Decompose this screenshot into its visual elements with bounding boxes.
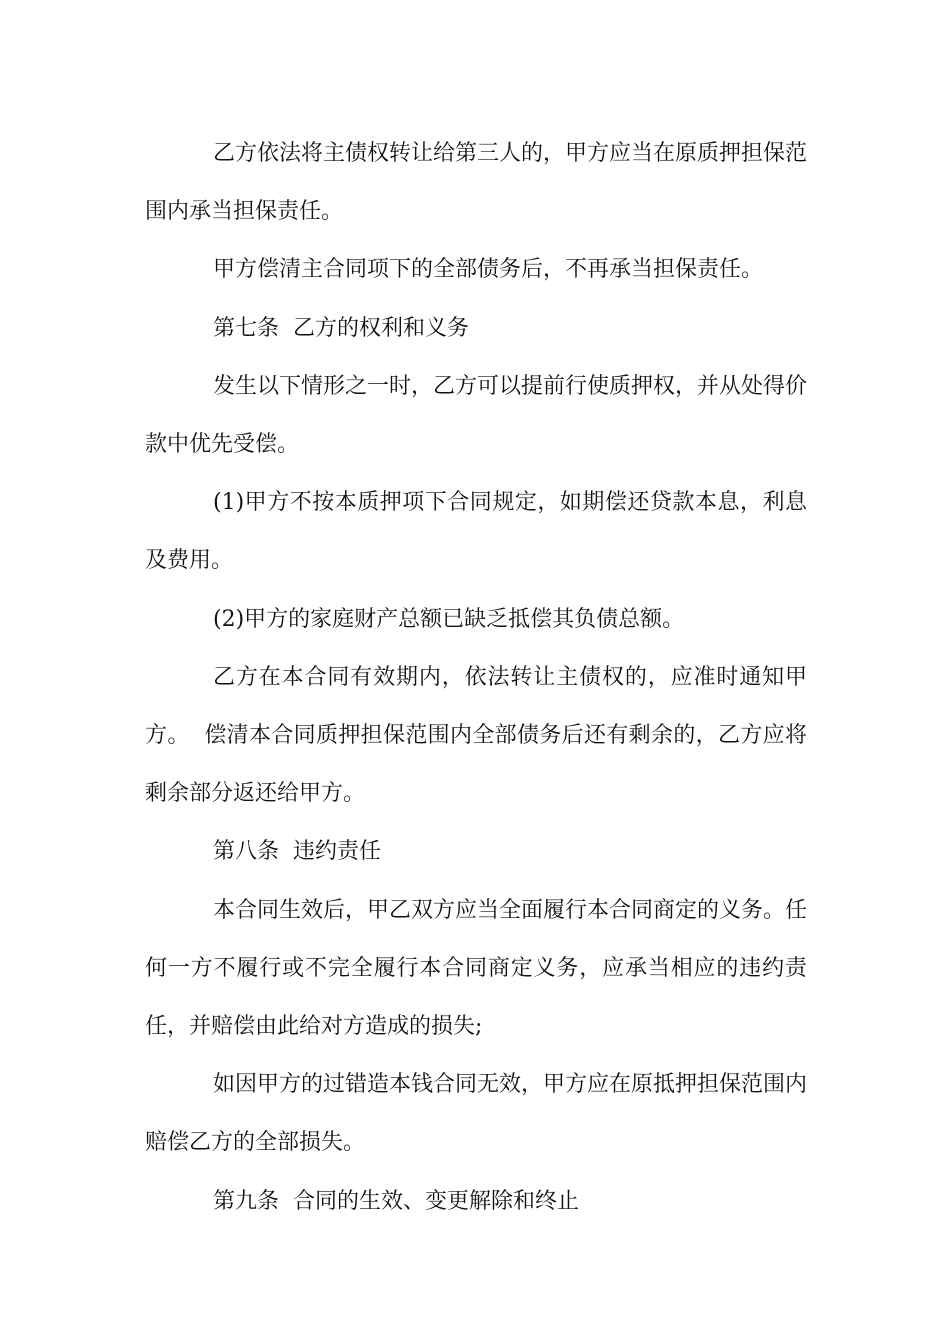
article-7-heading: 第七条 乙方的权利和义务 — [213, 315, 469, 341]
paragraph-clause-2: (2)甲方的家庭财产总额已缺乏抵偿其负债总额。 — [213, 606, 685, 632]
article-8-heading: 第八条 违约责任 — [213, 839, 381, 865]
document-body — [145, 125, 807, 1231]
article-9-heading: 第九条 合同的生效、变更解除和终止 — [213, 1188, 579, 1214]
paragraph-clause-1: (1)甲方不按本质押项下合同规定，如期偿还贷款本息，利息及费用。 — [145, 490, 807, 574]
paragraph-fault-compensation: 如因甲方的过错造本钱合同无效，甲方应在原抵押担保范围内赔偿乙方的全部损失。 — [145, 1072, 808, 1156]
paragraph-early-pledge: 发生以下情形之一时，乙方可以提前行使质押权，并从处得价款中优先受偿。 — [145, 373, 808, 458]
paragraph-debt-cleared: 甲方偿清主合同项下的全部债务后，不再承当担保责任。 — [213, 257, 764, 283]
paragraph-transfer-guarantee: 乙方依法将主债权转让给第三人的，甲方应当在原质押担保范围内承当担保责任。 — [145, 141, 808, 225]
paragraph-transfer-notice: 乙方在本合同有效期内，依法转让主债权的，应准时通知甲方。 偿清本合同质押担保范围内全部债务后还有剩余的，乙方应将剩余部分返还给甲方。 — [145, 664, 807, 807]
paragraph-breach-liability: 本合同生效后，甲乙双方应当全面履行本合同商定的义务。任何一方不履行或不完全履行本合同商定义务，应承当相应的违约责任，并赔偿由此给对方造成的损失; — [145, 897, 808, 1040]
